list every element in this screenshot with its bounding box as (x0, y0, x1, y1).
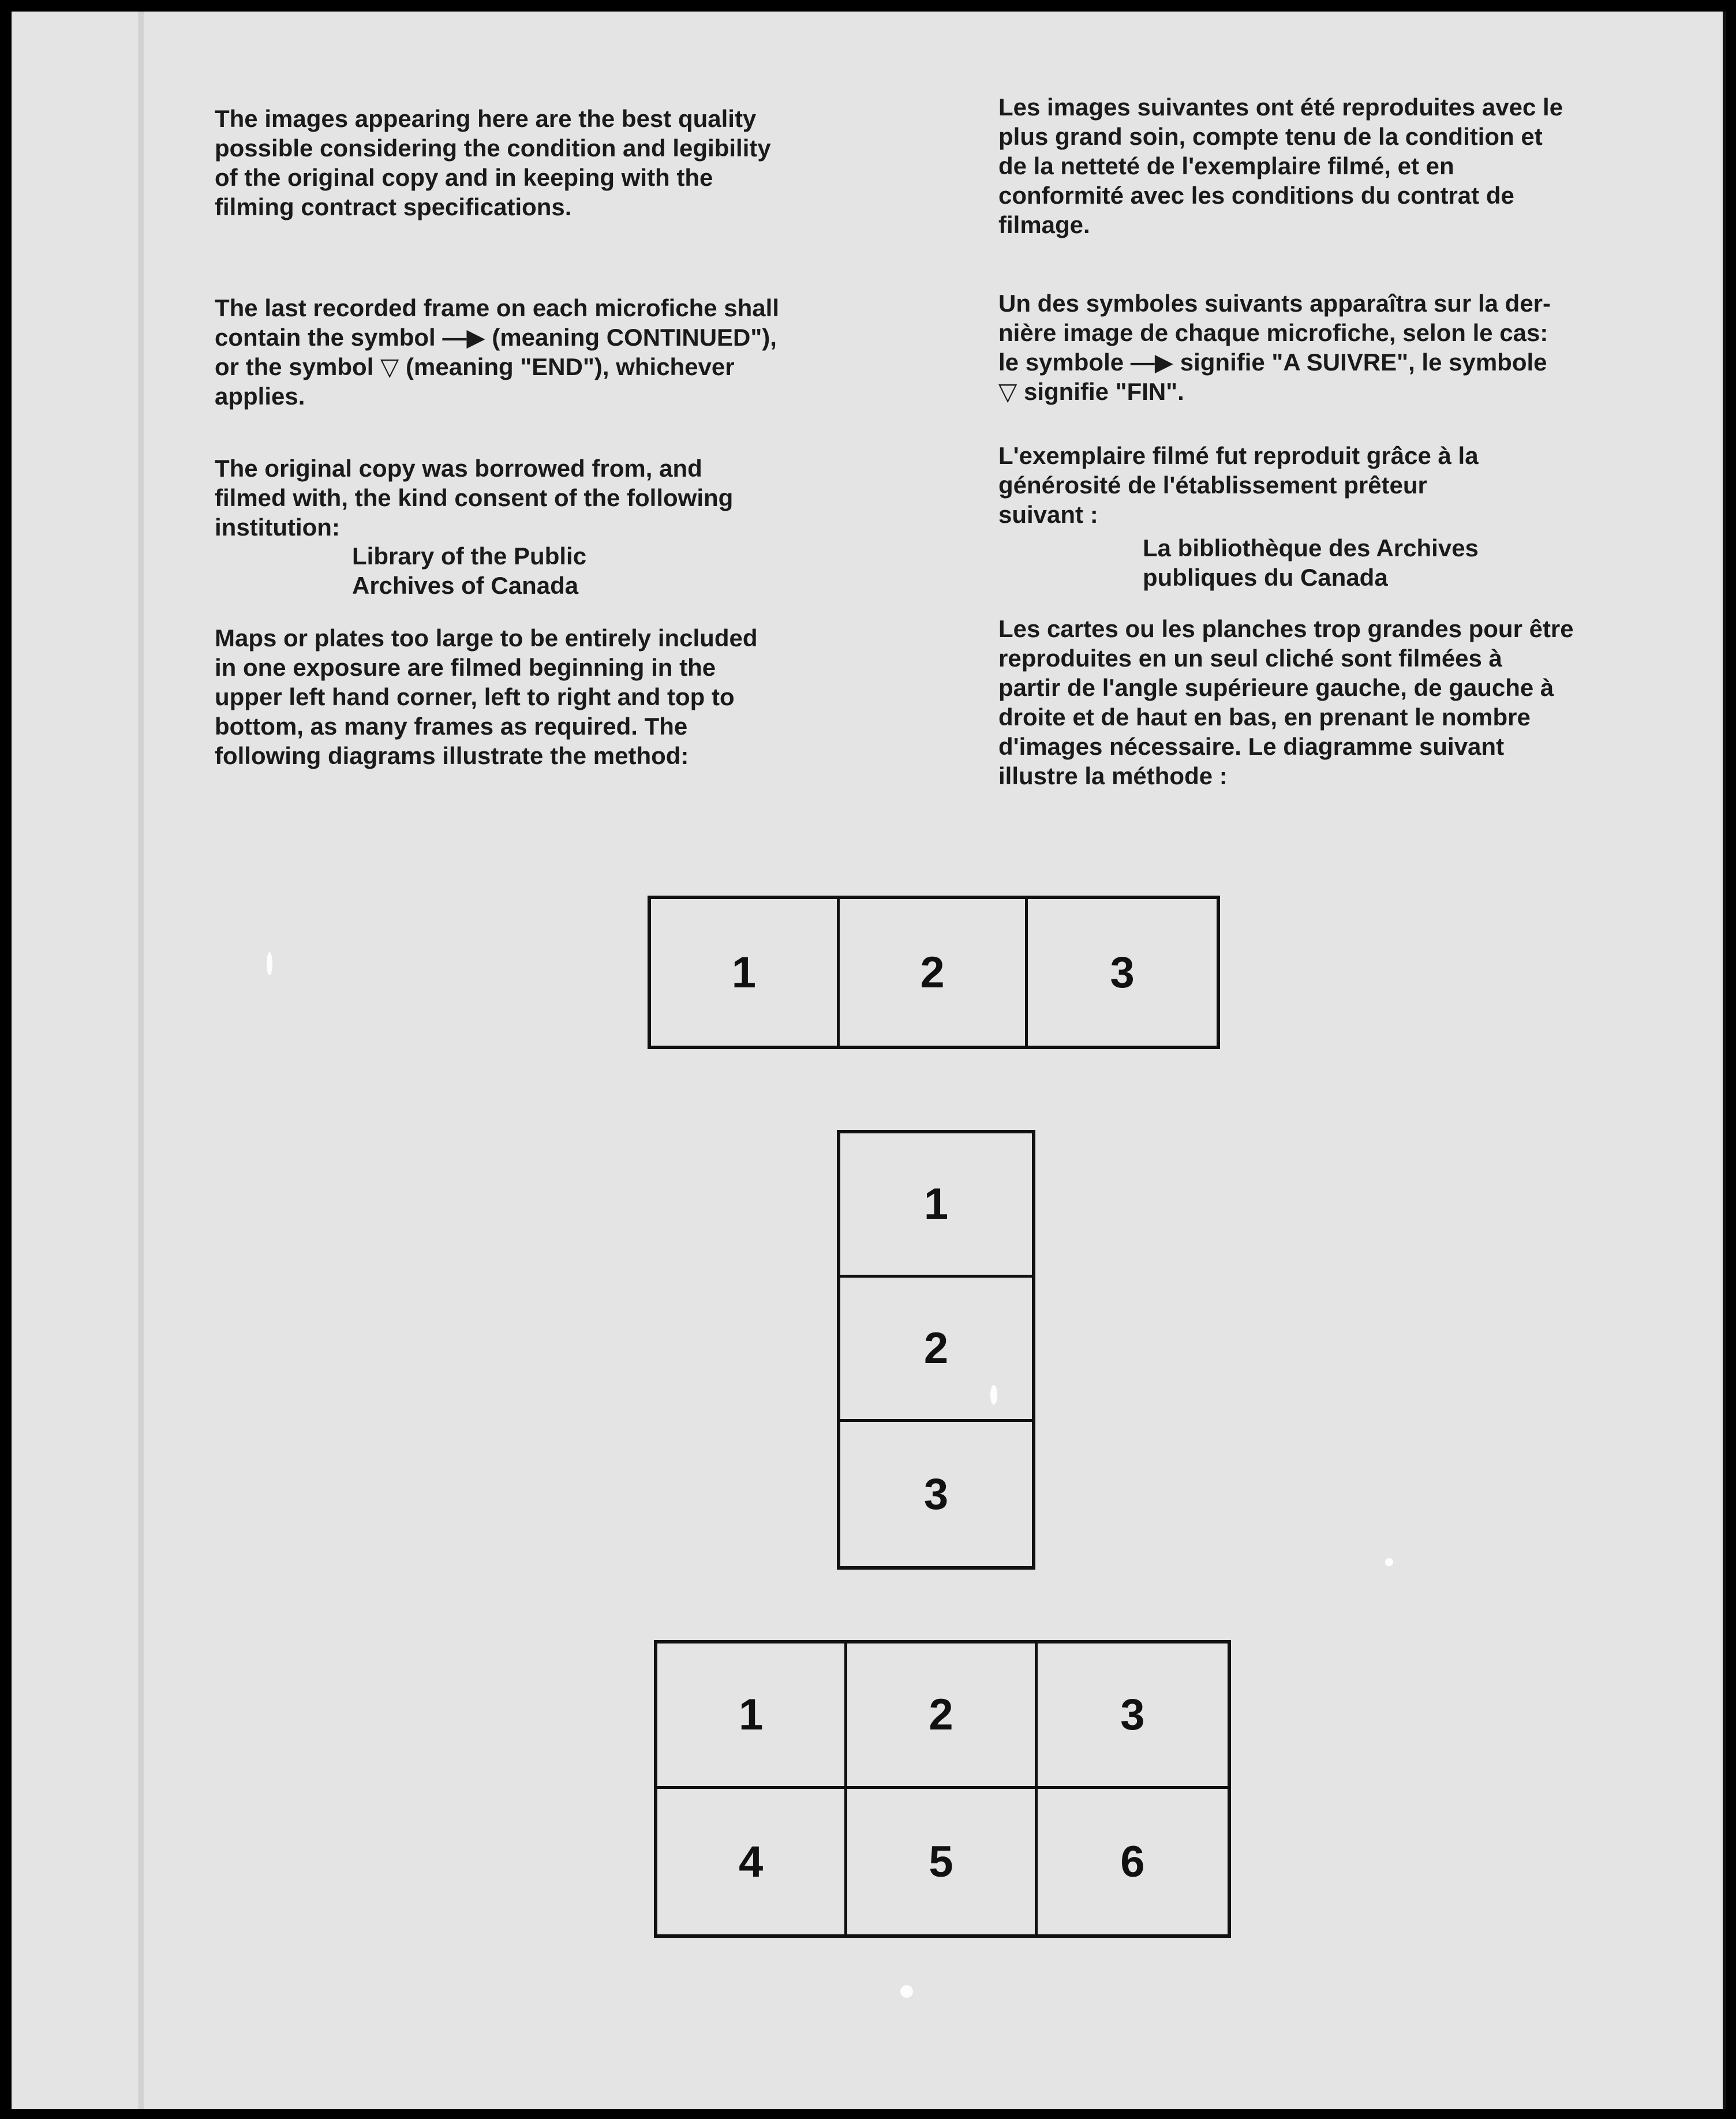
frame-cell: 6 (1120, 1837, 1145, 1886)
frame-cell: 1 (651, 899, 840, 1046)
frame-cell: 2 (840, 899, 1028, 1046)
vertical-frame-diagram (837, 1130, 1035, 1570)
english-quality-statement: The images appearing here are the best quality possible considering the condition and legibility of the original copy and in keeping with the filming contract specifications. (215, 105, 771, 220)
french-quality-statement: Les images suivantes ont été reproduites avec le plus grand soin, compte tenu de la condition et de la netteté de l'exemplaire filmé, et en conformité avec les conditions du contrat de filmage. (998, 93, 1563, 238)
french-symbol-statement: Un des symboles suivants apparaîtra sur la der- nière image de chaque microfiche, selon le cas: le symbole —▶ signifie "A SUIVRE", le symbole ▽ signifie "FIN". (998, 290, 1551, 405)
film-speck (900, 1985, 913, 1998)
french-institution-name: La bibliothèque des Archives publiques du Canada (1143, 534, 1479, 591)
french-maps-statement: Les cartes ou les planches trop grandes pour être reproduites en un seul cliché sont filmées à partir de l'angle supérieure gauche, de gauche à droite et de haut en bas, en prenant le nombre d'images nécessaire. Le diagramme suivant illustre la méthode : (998, 615, 1574, 789)
grid-frame-diagram (654, 1640, 1231, 1938)
frame-cell: 2 (840, 1278, 1032, 1422)
film-speck (1385, 1558, 1393, 1566)
frame-cell: 2 (847, 1643, 1037, 1789)
english-maps-statement: Maps or plates too large to be entirely included in one exposure are filmed beginning in the upper left hand corner, left to right and top to bottom, as many frames as required. The following diagrams illustrate the method: (215, 624, 758, 769)
page-fold-shadow (139, 12, 144, 2109)
english-consent-statement: The original copy was borrowed from, and filmed with, the kind consent of the following institution: (215, 455, 734, 541)
frame-cell: 3 (1110, 948, 1135, 997)
english-institution-name: Library of the Public Archives of Canada (352, 542, 587, 599)
frame-cell: 1 (657, 1643, 847, 1789)
frame-cell: 3 (923, 1469, 949, 1519)
frame-cell: 5 (847, 1789, 1037, 1934)
french-consent-statement: L'exemplaire filmé fut reproduit grâce à la générosité de l'établissement prêteur suivant : (998, 442, 1479, 528)
horizontal-frame-diagram (648, 896, 1220, 1049)
frame-cell: 4 (657, 1789, 847, 1934)
frame-cell: 3 (1038, 1643, 1228, 1789)
frame-cell: 1 (840, 1133, 1032, 1278)
film-speck (267, 952, 272, 975)
english-symbol-statement: The last recorded frame on each microfiche shall contain the symbol —▶ (meaning CONTINUED"), or the symbol ▽ (meaning "END"), whichever applies. (215, 294, 779, 410)
